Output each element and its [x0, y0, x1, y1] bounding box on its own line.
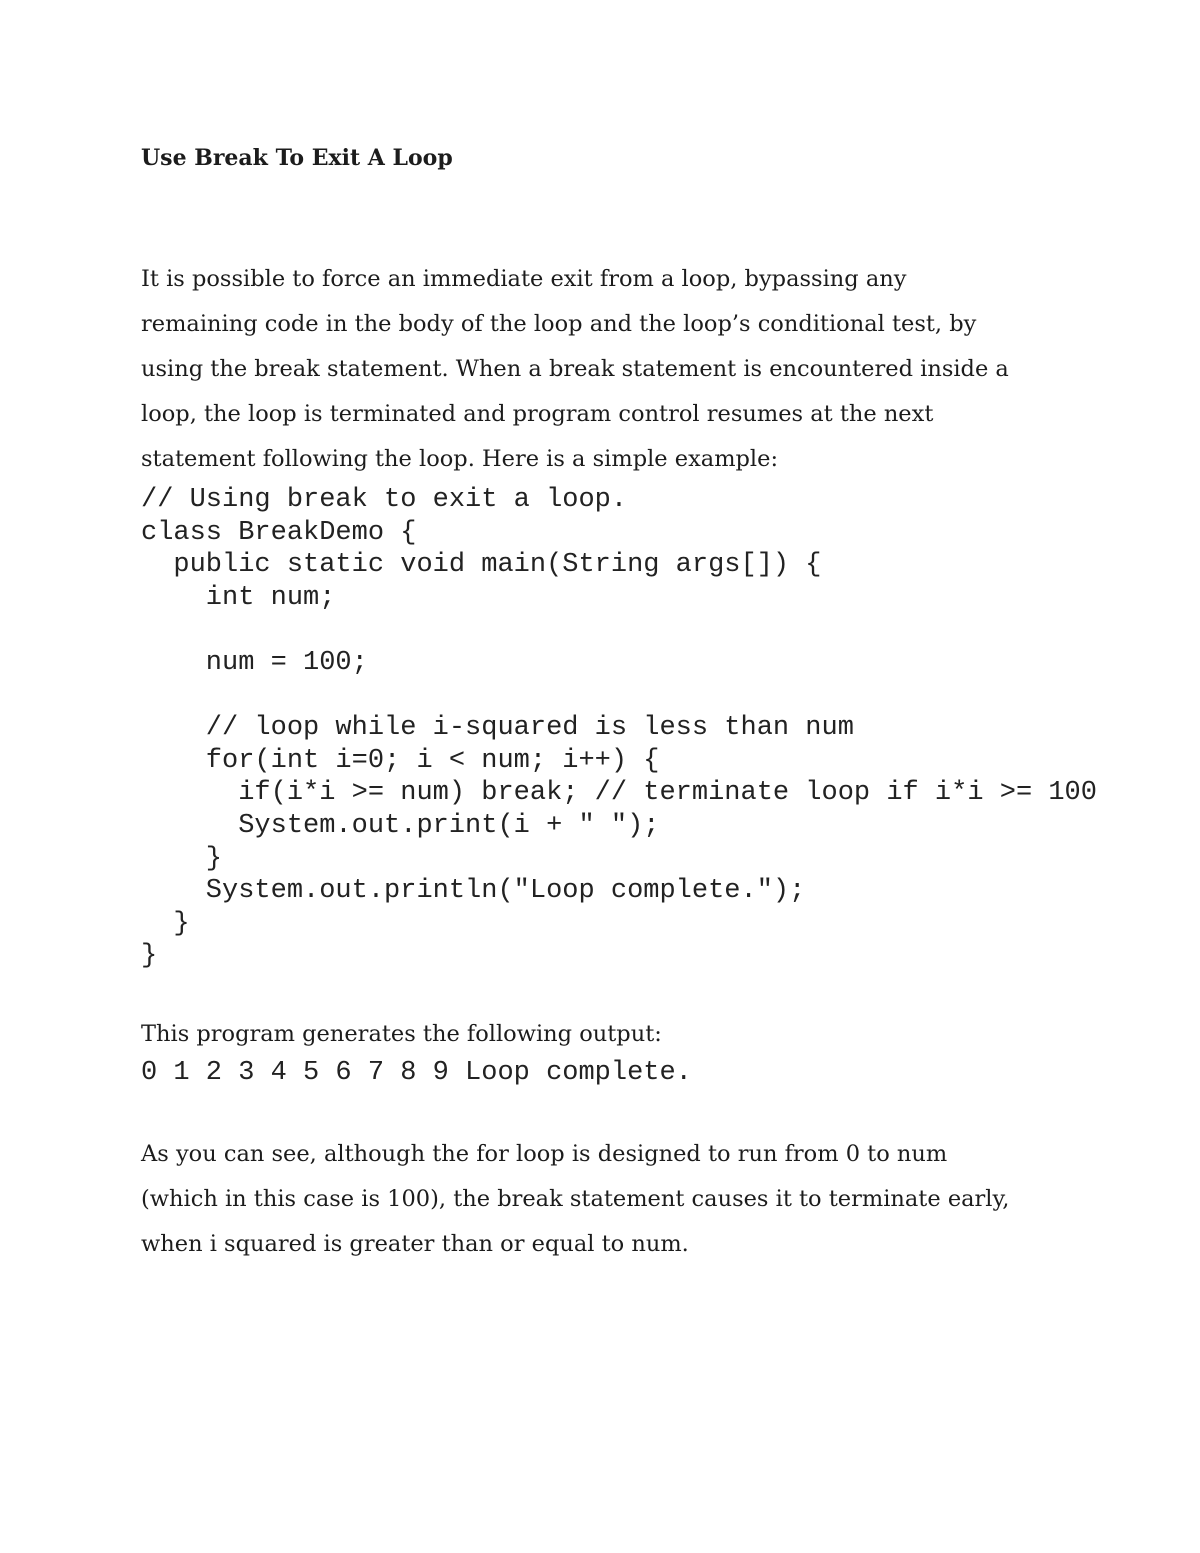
code-line: System.out.print(i + " "); — [141, 810, 660, 841]
code-line: System.out.println("Loop complete."); — [141, 876, 806, 907]
intro-line: It is possible to force an immediate exit from a loop, bypassing any — [141, 266, 907, 292]
code-line: } — [141, 941, 158, 972]
outro-line: when i squared is greater than or equal to num. — [141, 1231, 689, 1257]
code-line: if(i*i >= num) break; // terminate loop if i*i >= 100 — [141, 778, 1097, 809]
outro-line: As you can see, although the for loop is designed to run from 0 to num — [141, 1141, 948, 1167]
intro-line: statement following the loop. Here is a simple example: — [141, 446, 779, 472]
code-line: // Using break to exit a loop. — [141, 485, 628, 515]
document-title: Use Break To Exit A Loop — [141, 145, 453, 171]
program-output: 0 1 2 3 4 5 6 7 8 9 Loop complete. — [141, 1058, 692, 1088]
code-line: } — [141, 843, 223, 874]
code-line — [141, 614, 1097, 647]
code-line: // loop while i-squared is less than num — [141, 713, 854, 744]
code-line: public static void main(String args[]) { — [141, 550, 822, 581]
output-label: This program generates the following output: — [141, 1021, 662, 1047]
intro-paragraph — [141, 257, 1009, 482]
intro-line: using the break statement. When a break statement is encountered inside a — [141, 356, 1009, 382]
code-line: class BreakDemo { — [141, 517, 417, 548]
outro-paragraph — [141, 1132, 1009, 1267]
intro-line: loop, the loop is terminated and program control resumes at the next — [141, 401, 934, 427]
code-line: num = 100; — [141, 647, 368, 678]
intro-line: remaining code in the body of the loop and the loop’s conditional test, by — [141, 311, 977, 337]
code-line — [141, 680, 1097, 713]
code-listing — [141, 484, 1097, 973]
outro-line: (which in this case is 100), the break statement causes it to terminate early, — [141, 1186, 1010, 1212]
code-line: int num; — [141, 582, 336, 613]
code-line: } — [141, 908, 190, 939]
code-line: for(int i=0; i < num; i++) { — [141, 745, 660, 776]
